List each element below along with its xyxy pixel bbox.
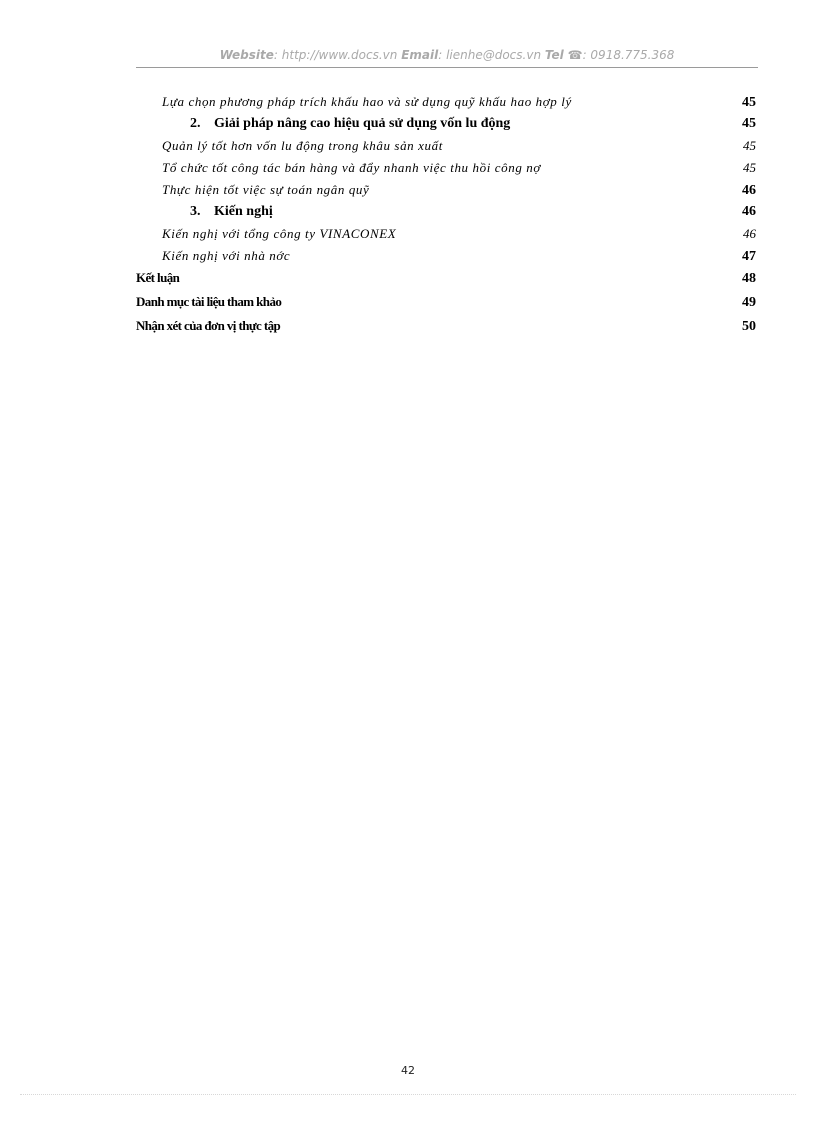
toc-chapter-title: Danh mục tài liệu tham khảo [136,294,282,309]
toc-chapter-page: 48 [742,271,756,286]
toc-chapter [136,270,756,294]
toc-entry [136,182,756,204]
header-rule [136,67,758,68]
toc-section-title: Giải pháp nâng cao hiệu quả sử dụng vốn lu động [214,116,511,131]
toc-section-page: 45 [742,116,756,131]
toc-entry [136,160,756,182]
toc-chapter [136,294,756,318]
toc-entry-title: Lựa chọn phương pháp trích khấu hao và sử dụng quỹ khấu hao hợp lý [162,94,572,109]
website-value: : http://www.docs.vn [273,48,398,62]
toc-chapter [136,318,756,342]
page-header [136,48,758,62]
toc-chapter-title: Kết luận [136,270,180,285]
toc-entry-title: Kiến nghị với tổng công ty VINACONEX [162,226,397,241]
toc-chapter-page: 49 [742,295,756,310]
toc-entry-page: 45 [742,95,756,110]
toc-entry [136,226,756,248]
toc-entry-page: 45 [743,138,756,153]
toc-entry-title: Thực hiện tốt việc sự toán ngân quỹ [162,182,370,197]
toc-section [136,204,756,226]
toc-entry-page: 46 [742,183,756,198]
toc-chapter-title: Nhận xét của đơn vị thực tập [136,318,281,333]
tel-label: Tel [544,48,564,62]
toc-entry [136,94,756,116]
email-value: : lienhe@docs.vn [438,48,542,62]
email-label: Email [401,48,439,62]
toc-section-title: Kiến nghị [214,204,273,219]
telephone-icon: ☎ [567,48,583,62]
toc-entry [136,248,756,270]
toc-section-page: 46 [742,204,756,219]
toc-entry-page: 46 [743,226,756,241]
toc-entry-page: 47 [742,249,756,264]
toc-section [136,116,756,138]
table-of-contents [136,94,756,342]
toc-entry-title: Kiến nghị với nhà nớc [162,248,291,263]
toc-entry-title: Tổ chức tốt công tác bán hàng và đẩy nhanh việc thu hồi công nợ [162,160,541,175]
page-number: 42 [401,1064,415,1077]
toc-entry-title: Quản lý tốt hơn vốn lu động trong khâu sản xuất [162,138,443,153]
website-label: Website [219,48,274,62]
toc-entry [136,138,756,160]
toc-chapter-page: 50 [742,319,756,334]
page-bottom-edge [20,1094,796,1095]
toc-section-number: 2. [190,116,201,131]
toc-entry-page: 45 [743,160,756,175]
tel-value: : 0918.775.368 [582,48,675,62]
toc-section-number: 3. [190,204,201,219]
